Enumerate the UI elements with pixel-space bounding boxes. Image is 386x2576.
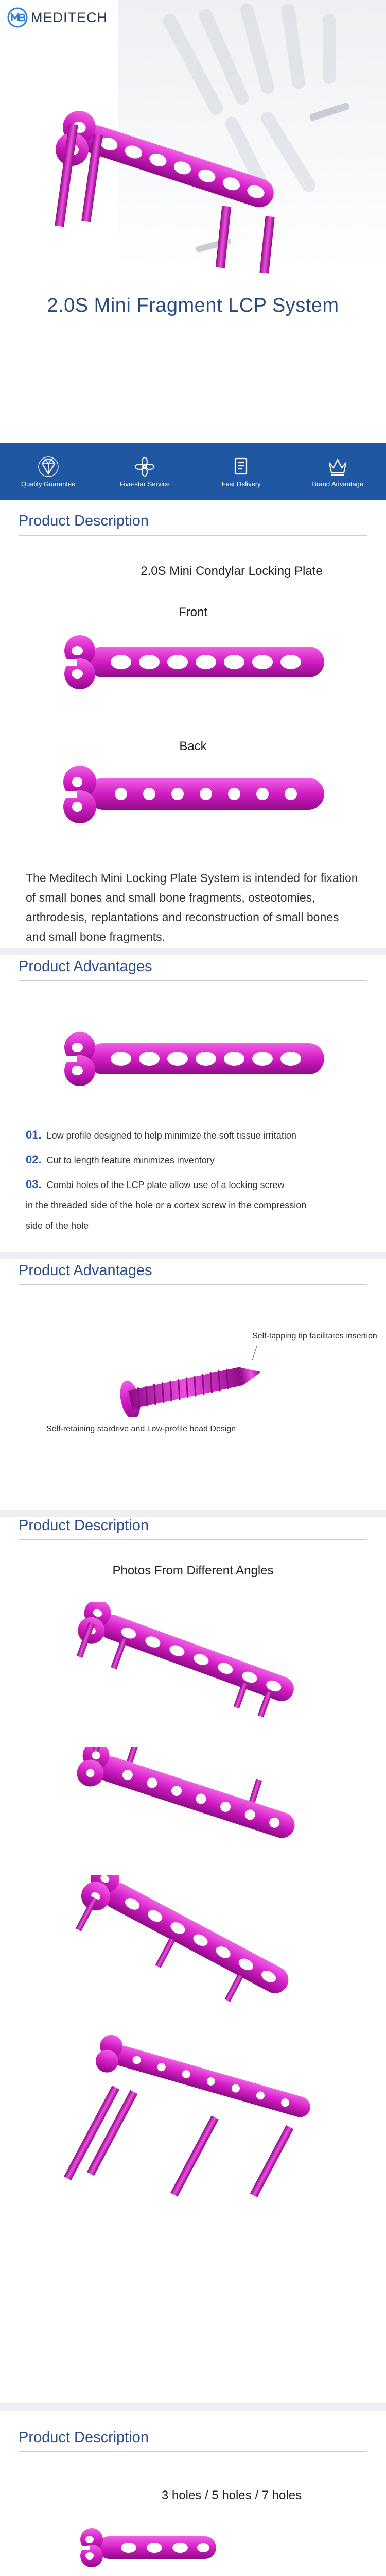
feature-quality	[17, 455, 79, 488]
section-heading: Product Advantages	[19, 1262, 152, 1279]
section-spacer	[0, 948, 386, 955]
advantage-number: 02.	[26, 1153, 42, 1166]
plate-photo-angle-3	[62, 1875, 319, 2009]
product-subtitle: 2.0S Mini Condylar Locking Plate	[141, 564, 323, 578]
section-heading: Product Advantages	[19, 958, 152, 975]
hero-illustration	[0, 0, 386, 278]
section-divider-line	[19, 1284, 367, 1285]
advantage-text-continued: in the threaded side of the hole or a cortex screw in the compression	[26, 1200, 307, 1210]
truck-icon	[230, 455, 253, 478]
diamond-icon	[37, 455, 60, 478]
advantage-item-2	[26, 1153, 376, 1167]
advantage-text: Cut to length feature minimizes inventory	[46, 1155, 215, 1165]
plate-photo-angle-2	[62, 1747, 319, 1860]
advantage-text-continued: side of the hole	[26, 1221, 89, 1231]
plate-front-image	[57, 634, 335, 690]
screw-head-note: Self-retaining stardrive and Low-profile head Design	[46, 1425, 236, 1433]
section-divider-line	[19, 535, 367, 536]
section-divider-line	[19, 2451, 367, 2452]
feature-label: Fast Delivery	[221, 480, 261, 488]
advantage-item-3	[26, 1178, 376, 1192]
back-label: Back	[179, 739, 207, 753]
advantage-item-1	[26, 1128, 376, 1142]
flower-icon	[133, 455, 156, 478]
product-description-text: The Meditech Mini Locking Plate System is intended for fixation of small bones and small bone fragments, osteotomies, arthrodesis, replantations and reconstruction of small bones and small bone fragments.	[26, 871, 358, 943]
section-heading: Product Description	[19, 2429, 149, 2446]
photos-subtitle: Photos From Different Angles	[112, 1564, 274, 1578]
screw-image	[113, 1345, 278, 1417]
advantage-text: Low profile designed to help minimize the soft tissue irritation	[46, 1130, 296, 1141]
section-divider-line	[19, 980, 367, 981]
section-spacer	[0, 2403, 386, 2411]
plate-advantage-image	[57, 1030, 335, 1087]
front-label: Front	[178, 605, 207, 619]
hero-title: 2.0S Mini Fragment LCP System	[47, 295, 339, 316]
advantage-number: 01.	[26, 1128, 42, 1141]
section-divider-line	[19, 1539, 367, 1540]
plate-3-holes	[72, 2527, 226, 2568]
section-spacer	[0, 1252, 386, 1259]
section-heading: Product Description	[19, 513, 149, 529]
brand-logo[interactable]	[7, 7, 108, 28]
feature-delivery	[210, 455, 272, 488]
section-spacer	[0, 1510, 386, 1517]
feature-brand	[307, 455, 369, 488]
feature-label: Quality Guarantee	[21, 480, 76, 488]
plate-photo-angle-1	[62, 1602, 319, 1721]
crown-icon	[326, 455, 349, 478]
feature-service	[114, 455, 176, 488]
brand-name: MEDITECH	[31, 9, 108, 25]
plate-photo-angle-4	[51, 2035, 329, 2205]
feature-label: Five-star Service	[119, 480, 170, 488]
logo-mark-icon	[7, 7, 28, 28]
advantage-number: 03.	[26, 1178, 42, 1191]
feature-label: Brand Advantage	[312, 480, 364, 488]
plate-back-image	[57, 762, 335, 824]
feature-bar	[0, 443, 386, 500]
holes-subtitle: 3 holes / 5 holes / 7 holes	[161, 2488, 302, 2502]
screw-tip-note: Self-tapping tip facilitates insertion	[252, 1332, 377, 1341]
advantage-text: Combi holes of the LCP plate allow use of a locking screw	[46, 1180, 285, 1190]
section-heading: Product Description	[19, 1517, 149, 1534]
hero-banner	[0, 0, 386, 278]
